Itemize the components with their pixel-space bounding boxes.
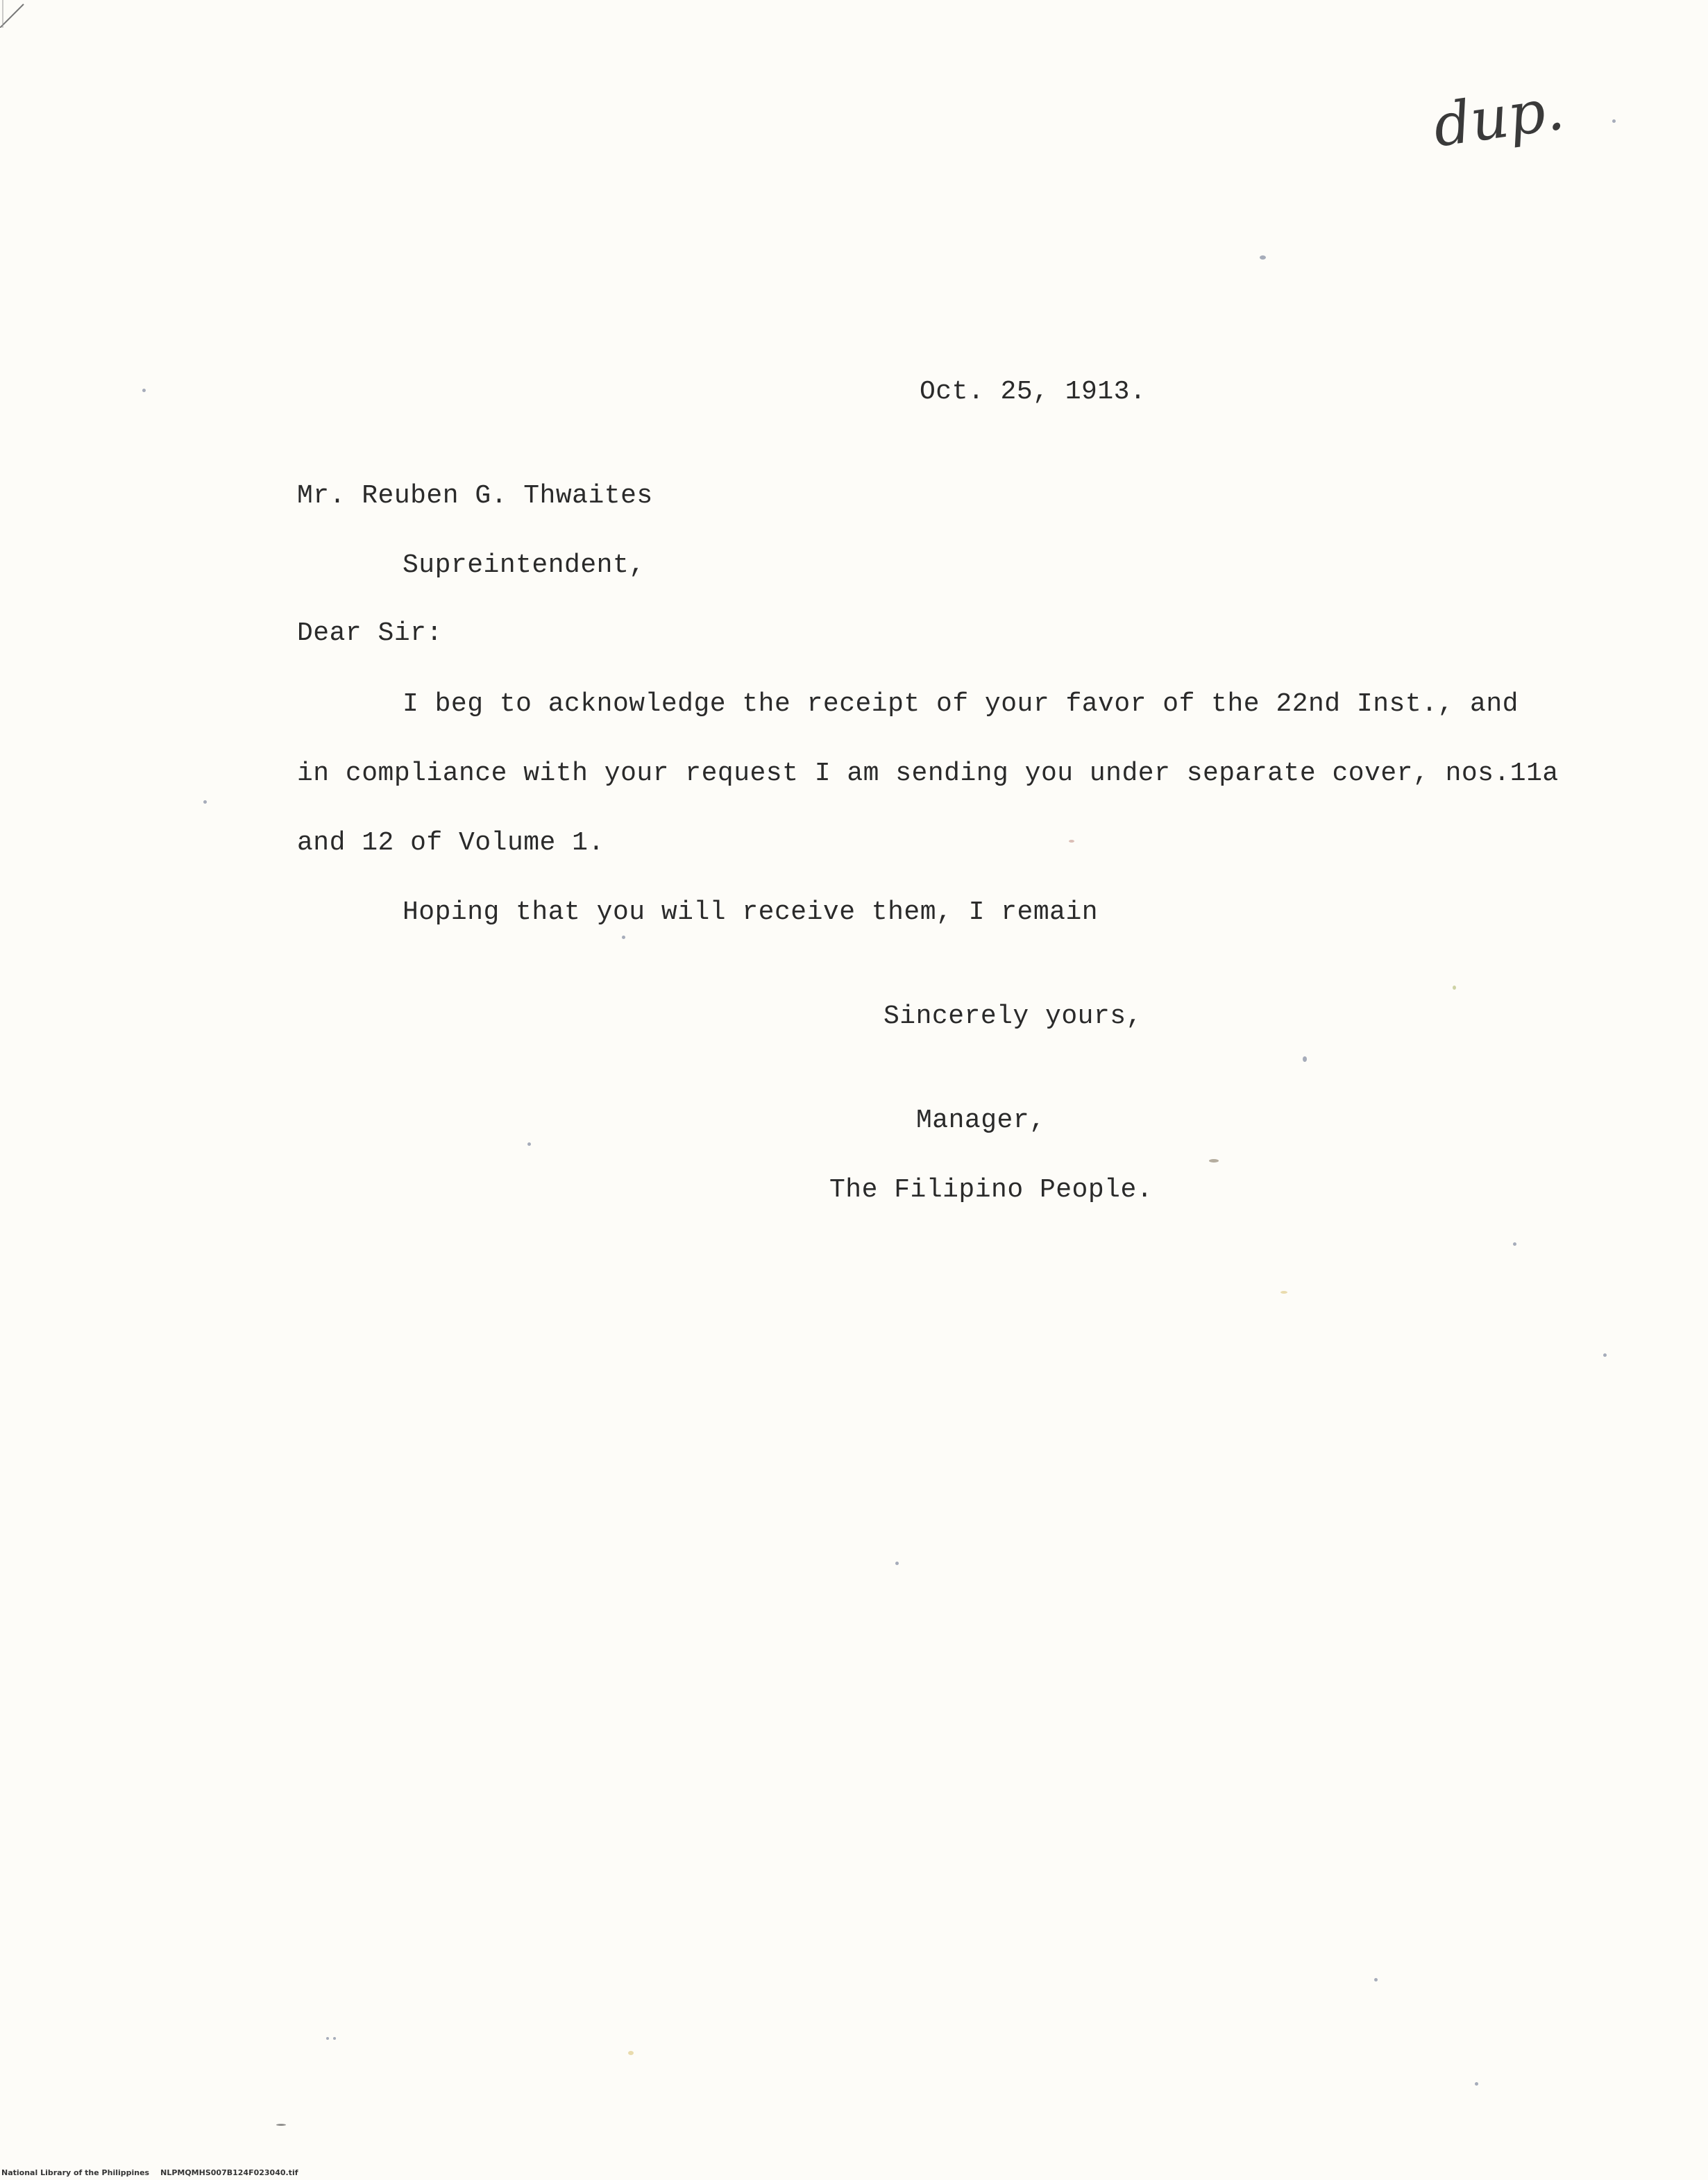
salutation: Dear Sir: bbox=[297, 618, 443, 648]
body-line: in compliance with your request I am sending you under separate cover, nos.11a bbox=[297, 759, 1559, 788]
paper-speck bbox=[1612, 119, 1616, 123]
paper-speck bbox=[527, 1142, 531, 1146]
paper-speck bbox=[1260, 255, 1266, 260]
signer-title: Manager, bbox=[916, 1106, 1046, 1135]
library-name: National Library of the Philippines bbox=[1, 2168, 150, 2177]
paper-speck bbox=[142, 389, 146, 392]
handwritten-note: dup. bbox=[1429, 74, 1569, 160]
body-line: I beg to acknowledge the receipt of your favor of the 22nd Inst., and bbox=[403, 689, 1519, 719]
paper-speck bbox=[1303, 1056, 1307, 1062]
paper-speck bbox=[276, 2124, 286, 2126]
body-line: Hoping that you will receive them, I remain bbox=[403, 897, 1099, 927]
paper-speck bbox=[333, 2037, 336, 2040]
paper-speck bbox=[1069, 840, 1074, 843]
letter-date: Oct. 25, 1913. bbox=[920, 377, 1147, 407]
paper-speck bbox=[203, 800, 207, 804]
body-line: and 12 of Volume 1. bbox=[297, 828, 604, 858]
paper-speck bbox=[1209, 1159, 1219, 1163]
paper-speck bbox=[895, 1562, 899, 1565]
paper-speck bbox=[1280, 1291, 1287, 1294]
recipient-title: Supreintendent, bbox=[403, 550, 645, 580]
paper-speck bbox=[1475, 2082, 1478, 2086]
file-name: NLPMQMHS007B124F023040.tif bbox=[160, 2168, 298, 2177]
paper-speck bbox=[1453, 986, 1456, 990]
closing: Sincerely yours, bbox=[883, 1002, 1142, 1031]
archive-footer bbox=[1, 2168, 298, 2177]
paper-speck bbox=[1374, 1978, 1378, 1982]
paper-speck bbox=[1603, 1353, 1607, 1357]
recipient-name: Mr. Reuben G. Thwaites bbox=[297, 481, 653, 511]
paper-speck bbox=[622, 936, 625, 939]
corner-mark bbox=[0, 0, 28, 28]
paper-speck bbox=[628, 2051, 634, 2055]
paper-speck bbox=[326, 2037, 329, 2040]
paper-speck bbox=[1513, 1242, 1516, 1246]
signer-organization: The Filipino People. bbox=[829, 1175, 1153, 1205]
